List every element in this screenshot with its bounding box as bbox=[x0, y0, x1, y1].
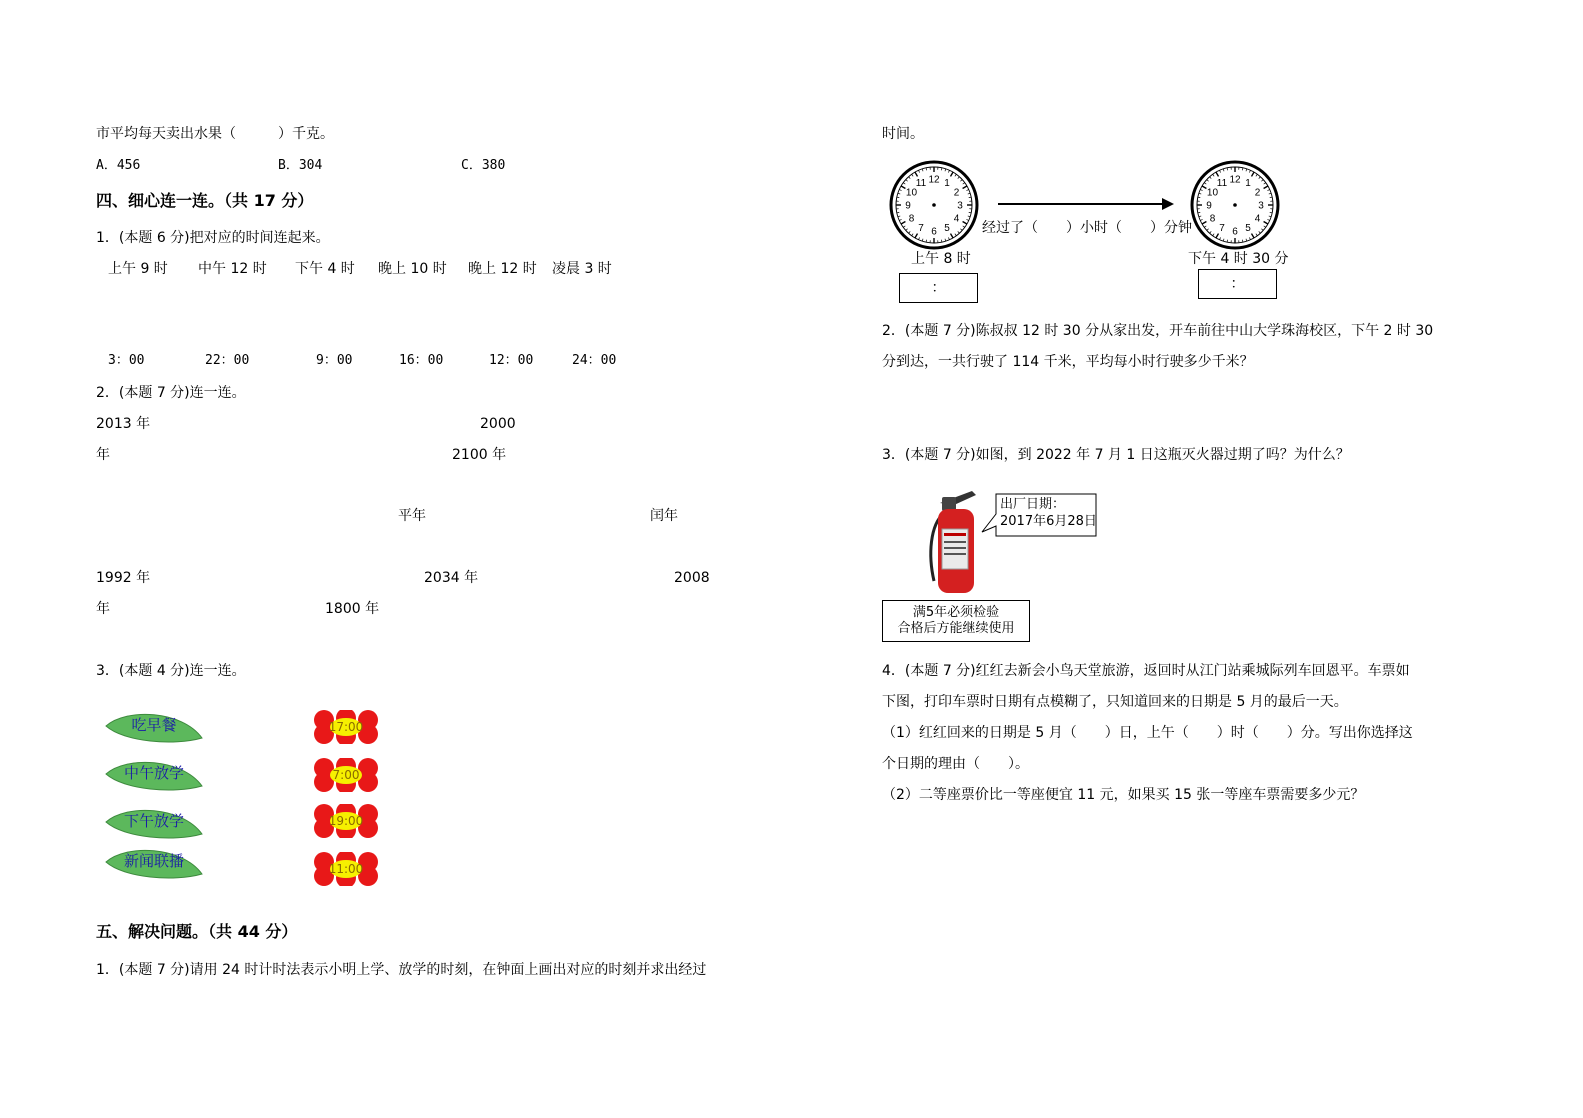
clock-number: 11 bbox=[915, 177, 927, 189]
year-item: 年 bbox=[96, 601, 110, 617]
bubble-line1: 出厂日期： bbox=[1000, 497, 1066, 512]
flower-time: 19:00 bbox=[328, 814, 364, 828]
section-5-title: 五、解决问题。（共 44 分） bbox=[96, 922, 298, 941]
s5-q4-line1: 4．(本题 7 分)红红去新会小鸟天堂旅游，返回时从江门站乘城际列车回恩平。车票如 bbox=[882, 663, 1410, 679]
flower-card bbox=[310, 758, 382, 792]
continued-question-line: 时间。 bbox=[882, 126, 924, 142]
continued-question-line: 市平均每天卖出水果（ ）千克。 bbox=[96, 126, 334, 142]
flower-time: 7:00 bbox=[332, 768, 360, 782]
arrow-icon bbox=[996, 196, 1176, 212]
inspection-note bbox=[882, 600, 1030, 642]
clock-number: 8 bbox=[908, 213, 915, 225]
flower-card bbox=[310, 852, 382, 886]
answer-box-1[interactable]: ： bbox=[899, 273, 978, 303]
time-24h: 9：00 bbox=[316, 353, 353, 368]
leaf-card bbox=[104, 844, 204, 880]
flower-card bbox=[310, 710, 382, 744]
leaf-card bbox=[104, 804, 204, 840]
bubble-line2: 2017年6月28日 bbox=[1000, 514, 1097, 529]
clock-number: 1 bbox=[1245, 177, 1251, 189]
time-word: 中午 12 时 bbox=[198, 261, 267, 277]
clock1-label: 上午 8 时 bbox=[911, 251, 971, 267]
time-24h: 3：00 bbox=[108, 353, 145, 368]
clock-number: 6 bbox=[1232, 226, 1238, 238]
year-item: 1800 年 bbox=[325, 601, 380, 617]
note-line2: 合格后方能继续使用 bbox=[897, 621, 1015, 636]
leaf-label: 吃早餐 bbox=[131, 716, 177, 734]
option-c: C．380 bbox=[461, 158, 506, 173]
option-b: B．304 bbox=[278, 158, 323, 173]
clock-number: 9 bbox=[905, 200, 911, 212]
time-24h: 24：00 bbox=[572, 353, 617, 368]
clock-number: 10 bbox=[905, 187, 918, 199]
time-24h: 22：00 bbox=[205, 353, 250, 368]
leaf-card bbox=[104, 708, 204, 744]
time-word: 下午 4 时 bbox=[295, 261, 355, 277]
year-item: 1992 年 bbox=[96, 570, 151, 586]
time-word: 晚上 12 时 bbox=[468, 261, 537, 277]
answer-box-2[interactable]: ： bbox=[1198, 269, 1277, 299]
option-a: A．456 bbox=[96, 158, 141, 173]
clock-number: 7 bbox=[918, 223, 924, 235]
clock-number: 5 bbox=[1245, 223, 1251, 235]
year-item: 2034 年 bbox=[424, 570, 479, 586]
time-24h: 12：00 bbox=[489, 353, 534, 368]
s5-q4-sub1: （1）红红回来的日期是 5 月（ ）日，上午（ ）时（ ）分。写出你选择这 bbox=[882, 725, 1413, 741]
flower-time: 11:00 bbox=[328, 862, 364, 876]
clock-face-icon bbox=[889, 160, 979, 250]
clock-number: 4 bbox=[1254, 213, 1261, 225]
leaf-label: 新闻联播 bbox=[123, 852, 184, 870]
s4-q3-title: 3．(本题 4 分)连一连。 bbox=[96, 663, 246, 679]
time-word: 晚上 10 时 bbox=[378, 261, 447, 277]
leaf-label: 下午放学 bbox=[123, 812, 184, 830]
clock-number: 9 bbox=[1206, 200, 1212, 212]
s4-q2-title: 2．(本题 7 分)连一连。 bbox=[96, 385, 246, 401]
year-item: 2013 年 bbox=[96, 416, 151, 432]
time-word: 上午 9 时 bbox=[108, 261, 168, 277]
s5-q4-sub2: （2）二等座票价比一等座便宜 11 元，如果买 15 张一等座车票需要多少元？ bbox=[882, 787, 1365, 803]
clock-number: 8 bbox=[1209, 213, 1216, 225]
s5-q2-line2: 分到达，一共行驶了 114 千米，平均每小时行驶多少千米？ bbox=[882, 354, 1254, 370]
year-item: 2100 年 bbox=[452, 447, 507, 463]
clock-number: 2 bbox=[1254, 187, 1261, 199]
clock-number: 5 bbox=[944, 223, 950, 235]
clock-number: 11 bbox=[1216, 177, 1228, 189]
year-item: 2000 bbox=[480, 416, 516, 432]
clock-number: 6 bbox=[931, 226, 937, 238]
clock-number: 4 bbox=[953, 213, 960, 225]
clock-number: 3 bbox=[957, 200, 963, 212]
note-line1: 满5年必须检验 bbox=[912, 605, 1000, 620]
elapsed-time-blank: 经过了（ ）小时（ ）分钟 bbox=[982, 220, 1192, 236]
s5-q1-text: 1．(本题 7 分)请用 24 时计时法表示小明上学、放学的时刻，在钟面上画出对应的时刻并求出经过 bbox=[96, 962, 707, 978]
clock-number: 7 bbox=[1219, 223, 1225, 235]
clock-number: 10 bbox=[1206, 187, 1219, 199]
category-leap-year: 闰年 bbox=[650, 508, 678, 524]
s5-q4-sub1b: 个日期的理由（ ）。 bbox=[882, 756, 1029, 772]
s4-q1-title: 1．(本题 6 分)把对应的时间连起来。 bbox=[96, 230, 330, 246]
leaf-label: 中午放学 bbox=[123, 764, 184, 782]
clock2-label: 下午 4 时 30 分 bbox=[1188, 251, 1289, 267]
clock-number: 12 bbox=[928, 174, 940, 186]
clock-number: 3 bbox=[1258, 200, 1264, 212]
time-word: 凌晨 3 时 bbox=[552, 261, 612, 277]
category-common-year: 平年 bbox=[398, 508, 426, 524]
year-item: 年 bbox=[96, 447, 110, 463]
clock-number: 12 bbox=[1229, 174, 1241, 186]
section-4-title: 四、细心连一连。（共 17 分） bbox=[96, 191, 314, 210]
flower-time: 17:00 bbox=[328, 720, 364, 734]
year-item: 2008 bbox=[674, 570, 710, 586]
time-24h: 16：00 bbox=[399, 353, 444, 368]
clock-number: 2 bbox=[953, 187, 960, 199]
s5-q2-line1: 2．(本题 7 分)陈叔叔 12 时 30 分从家出发，开车前往中山大学珠海校区，下午 2 时 30 bbox=[882, 323, 1434, 339]
leaf-card bbox=[104, 756, 204, 792]
s5-q4-line2: 下图，打印车票时日期有点模糊了，只知道回来的日期是 5 月的最后一天。 bbox=[882, 694, 1348, 710]
clock-face-icon bbox=[1190, 160, 1280, 250]
flower-card bbox=[310, 804, 382, 838]
s5-q3-line: 3．(本题 7 分)如图，到 2022 年 7 月 1 日这瓶灭火器过期了吗？为什么？ bbox=[882, 447, 1350, 463]
clock-number: 1 bbox=[944, 177, 950, 189]
